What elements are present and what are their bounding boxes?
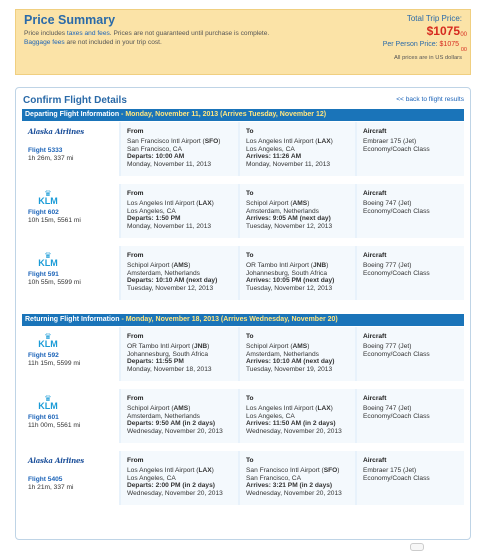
- flight-number-link[interactable]: Flight 601: [28, 414, 59, 421]
- flight-duration: 11h 00m, 5561 mi: [28, 421, 81, 429]
- to-airport: Schipol Airport (AMS): [246, 199, 310, 207]
- cabin-class: Economy/Coach Class: [363, 207, 430, 215]
- from-cell: [121, 122, 238, 176]
- aircraft-cell: [357, 246, 464, 300]
- arrives-time: Arrives: 11:50 AM (in 2 days): [246, 420, 336, 428]
- arrives-date: Monday, November 11, 2013: [246, 161, 331, 169]
- from-city: San Francisco, CA: [127, 145, 182, 153]
- per-person-price-cents: 00: [460, 47, 467, 53]
- from-airport: Los Angeles Intl Airport (LAX): [127, 466, 214, 474]
- departs-date: Wednesday, November 20, 2013: [127, 490, 223, 498]
- aircraft-label: Aircraft: [363, 128, 387, 135]
- arrives-time: Arrives: 10:05 PM (next day): [246, 277, 335, 285]
- back-to-results-link[interactable]: << back to flight results: [396, 96, 464, 103]
- from-label: From: [127, 395, 144, 402]
- price-note: [24, 30, 269, 37]
- to-airport: Los Angeles Intl Airport (LAX): [246, 137, 333, 145]
- cabin-class: Economy/Coach Class: [363, 145, 430, 153]
- aircraft-cell: [357, 389, 464, 443]
- to-city: San Francisco, CA: [246, 474, 301, 482]
- aircraft-label: Aircraft: [363, 252, 387, 259]
- confirm-flight-panel: [15, 87, 471, 540]
- aircraft-cell: [357, 451, 464, 505]
- departs-date: Monday, November 18, 2013: [127, 366, 212, 374]
- price-note-text-2: . Prices are not guaranteed until purchase is complete.: [109, 30, 270, 37]
- to-cell: [240, 327, 355, 381]
- departs-date: Wednesday, November 20, 2013: [127, 428, 223, 436]
- departs-date: Tuesday, November 12, 2013: [127, 285, 214, 293]
- cabin-class: Economy/Coach Class: [363, 412, 430, 420]
- aircraft-label: Aircraft: [363, 457, 387, 464]
- from-cell: [121, 246, 238, 300]
- to-city: Amsterdam, Netherlands: [246, 350, 319, 358]
- total-trip-price-cents: 00: [460, 32, 467, 38]
- departing-heading: Departing Flight Information: [25, 111, 120, 118]
- from-label: From: [127, 333, 144, 340]
- to-city: Johannesburg, South Africa: [246, 269, 328, 277]
- flight-number-link[interactable]: Flight 592: [28, 352, 59, 359]
- arrives-time: Arrives: 11:26 AM: [246, 153, 302, 161]
- per-person-price-label: Per Person Price:: [382, 41, 440, 48]
- departs-time: Departs: 1:50 PM: [127, 215, 181, 223]
- to-label: To: [246, 190, 254, 197]
- flight-row: [22, 327, 464, 383]
- flight-duration: 1h 21m, 337 mi: [28, 483, 74, 491]
- to-airport: San Francisco Intl Airport (SFO): [246, 466, 340, 474]
- flight-duration: 11h 15m, 5599 mi: [28, 359, 81, 367]
- from-city: Johannesburg, South Africa: [127, 350, 209, 358]
- from-cell: [121, 327, 238, 381]
- klm-logo-icon: ♛ KLM: [38, 332, 58, 349]
- to-cell: [240, 246, 355, 300]
- arrives-date: Tuesday, November 12, 2013: [246, 285, 333, 293]
- to-label: To: [246, 128, 254, 135]
- flight-info-cell: [22, 184, 119, 238]
- departs-time: Departs: 10:00 AM: [127, 153, 185, 161]
- departs-time: Departs: 9:50 AM (in 2 days): [127, 420, 216, 428]
- from-label: From: [127, 252, 144, 259]
- flight-row: [22, 122, 464, 178]
- flight-info-cell: [22, 389, 119, 443]
- price-summary-box: [15, 9, 471, 75]
- cabin-class: Economy/Coach Class: [363, 350, 430, 358]
- total-trip-price: $1075: [426, 24, 460, 38]
- to-city: Los Angeles, CA: [246, 412, 295, 420]
- arrives-date: Tuesday, November 12, 2013: [246, 223, 333, 231]
- price-summary-title: Price Summary: [24, 13, 116, 27]
- arrives-time: Arrives: 9:05 AM (next day): [246, 215, 331, 223]
- departing-section-header: [22, 109, 464, 121]
- to-airport: Schipol Airport (AMS): [246, 342, 310, 350]
- klm-logo-icon: ♛ KLM: [38, 394, 58, 411]
- departs-time: Departs: 11:55 PM: [127, 358, 184, 366]
- arrives-time: Arrives: 10:10 AM (next day): [246, 358, 335, 366]
- flight-number-link[interactable]: Flight 602: [28, 209, 59, 216]
- flight-duration: 10h 55m, 5599 mi: [28, 278, 81, 286]
- from-city: Los Angeles, CA: [127, 207, 176, 215]
- to-cell: [240, 451, 355, 505]
- flight-duration: 1h 26m, 337 mi: [28, 154, 74, 162]
- to-city: Amsterdam, Netherlands: [246, 207, 319, 215]
- per-person-price: $1075: [439, 41, 459, 48]
- aircraft-cell: [357, 184, 464, 238]
- aircraft-cell: [357, 327, 464, 381]
- aircraft-label: Aircraft: [363, 395, 387, 402]
- to-label: To: [246, 252, 254, 259]
- flight-row: [22, 389, 464, 445]
- from-airport: San Francisco Intl Airport (SFO): [127, 137, 221, 145]
- aircraft-label: Aircraft: [363, 190, 387, 197]
- to-label: To: [246, 457, 254, 464]
- cabin-class: Economy/Coach Class: [363, 269, 430, 277]
- total-trip-price-label: Total Trip Price:: [406, 14, 462, 23]
- flight-row: [22, 246, 464, 302]
- price-note-text: Price includes: [24, 30, 67, 37]
- to-city: Los Angeles, CA: [246, 145, 295, 153]
- baggage-fees-link[interactable]: Baggage fees: [24, 39, 65, 46]
- from-label: From: [127, 128, 144, 135]
- per-person-price-line: [383, 41, 459, 48]
- aircraft-type: Embraer 175 (Jet): [363, 466, 417, 474]
- flight-row: [22, 184, 464, 240]
- from-label: From: [127, 190, 144, 197]
- from-airport: Schipol Airport (AMS): [127, 261, 191, 269]
- returning-heading: Returning Flight Information: [25, 316, 120, 323]
- flight-number-link[interactable]: Flight 5405: [28, 476, 63, 483]
- departs-date: Monday, November 11, 2013: [127, 223, 212, 231]
- departs-time: Departs: 2:00 PM (in 2 days): [127, 482, 215, 490]
- from-city: Amsterdam, Netherlands: [127, 412, 200, 420]
- arrives-date: Tuesday, November 19, 2013: [246, 366, 333, 374]
- departs-time: Departs: 10:10 AM (next day): [127, 277, 218, 285]
- alaska-airlines-logo-icon: Alaska Airlines: [28, 127, 84, 136]
- aircraft-type: Boeing 747 (Jet): [363, 404, 412, 412]
- to-cell: [240, 122, 355, 176]
- from-airport: Schipol Airport (AMS): [127, 404, 191, 412]
- klm-logo-icon: ♛ KLM: [38, 251, 58, 268]
- arrives-date: Wednesday, November 20, 2013: [246, 428, 342, 436]
- from-cell: [121, 451, 238, 505]
- from-cell: [121, 184, 238, 238]
- returning-section-header: [22, 314, 464, 326]
- usd-note: All prices are in US dollars: [394, 55, 462, 61]
- to-airport: Los Angeles Intl Airport (LAX): [246, 404, 333, 412]
- baggage-note-text: are not included in your trip cost.: [64, 39, 162, 46]
- flight-info-cell: [22, 327, 119, 381]
- flight-duration: 10h 15m, 5561 mi: [28, 216, 81, 224]
- from-cell: [121, 389, 238, 443]
- departs-date: Monday, November 11, 2013: [127, 161, 212, 169]
- returning-date: - Monday, November 18, 2013 (Arrives Wednesday, November 20): [119, 316, 338, 323]
- aircraft-label: Aircraft: [363, 333, 387, 340]
- flight-row: [22, 451, 464, 507]
- to-label: To: [246, 333, 254, 340]
- taxes-fees-link[interactable]: taxes and fees: [66, 30, 110, 37]
- confirm-flight-title: Confirm Flight Details: [23, 95, 127, 106]
- aircraft-type: Boeing 777 (Jet): [363, 261, 412, 269]
- aircraft-cell: [357, 122, 464, 176]
- arrives-date: Wednesday, November 20, 2013: [246, 490, 342, 498]
- to-label: To: [246, 395, 254, 402]
- flight-info-cell: [22, 122, 119, 176]
- aircraft-type: Boeing 747 (Jet): [363, 199, 412, 207]
- arrives-time: Arrives: 3:21 PM (in 2 days): [246, 482, 333, 490]
- to-cell: [240, 389, 355, 443]
- flight-number-link[interactable]: Flight 591: [28, 271, 59, 278]
- from-airport: OR Tambo Intl Airport (JNB): [127, 342, 210, 350]
- to-airport: OR Tambo Intl Airport (JNB): [246, 261, 329, 269]
- from-airport: Los Angeles Intl Airport (LAX): [127, 199, 214, 207]
- flight-number-link[interactable]: Flight 5333: [28, 147, 63, 154]
- from-city: Amsterdam, Netherlands: [127, 269, 200, 277]
- departing-date: - Monday, November 11, 2013 (Arrives Tuesday, November 12): [119, 111, 327, 118]
- cabin-class: Economy/Coach Class: [363, 474, 430, 482]
- flight-info-cell: [22, 451, 119, 505]
- from-city: Los Angeles, CA: [127, 474, 176, 482]
- baggage-note: [24, 39, 162, 46]
- flight-info-cell: [22, 246, 119, 300]
- alaska-airlines-logo-icon: Alaska Airlines: [28, 456, 84, 465]
- aircraft-type: Embraer 175 (Jet): [363, 137, 417, 145]
- klm-logo-icon: ♛ KLM: [38, 189, 58, 206]
- from-label: From: [127, 457, 144, 464]
- to-cell: [240, 184, 355, 238]
- aircraft-type: Boeing 777 (Jet): [363, 342, 412, 350]
